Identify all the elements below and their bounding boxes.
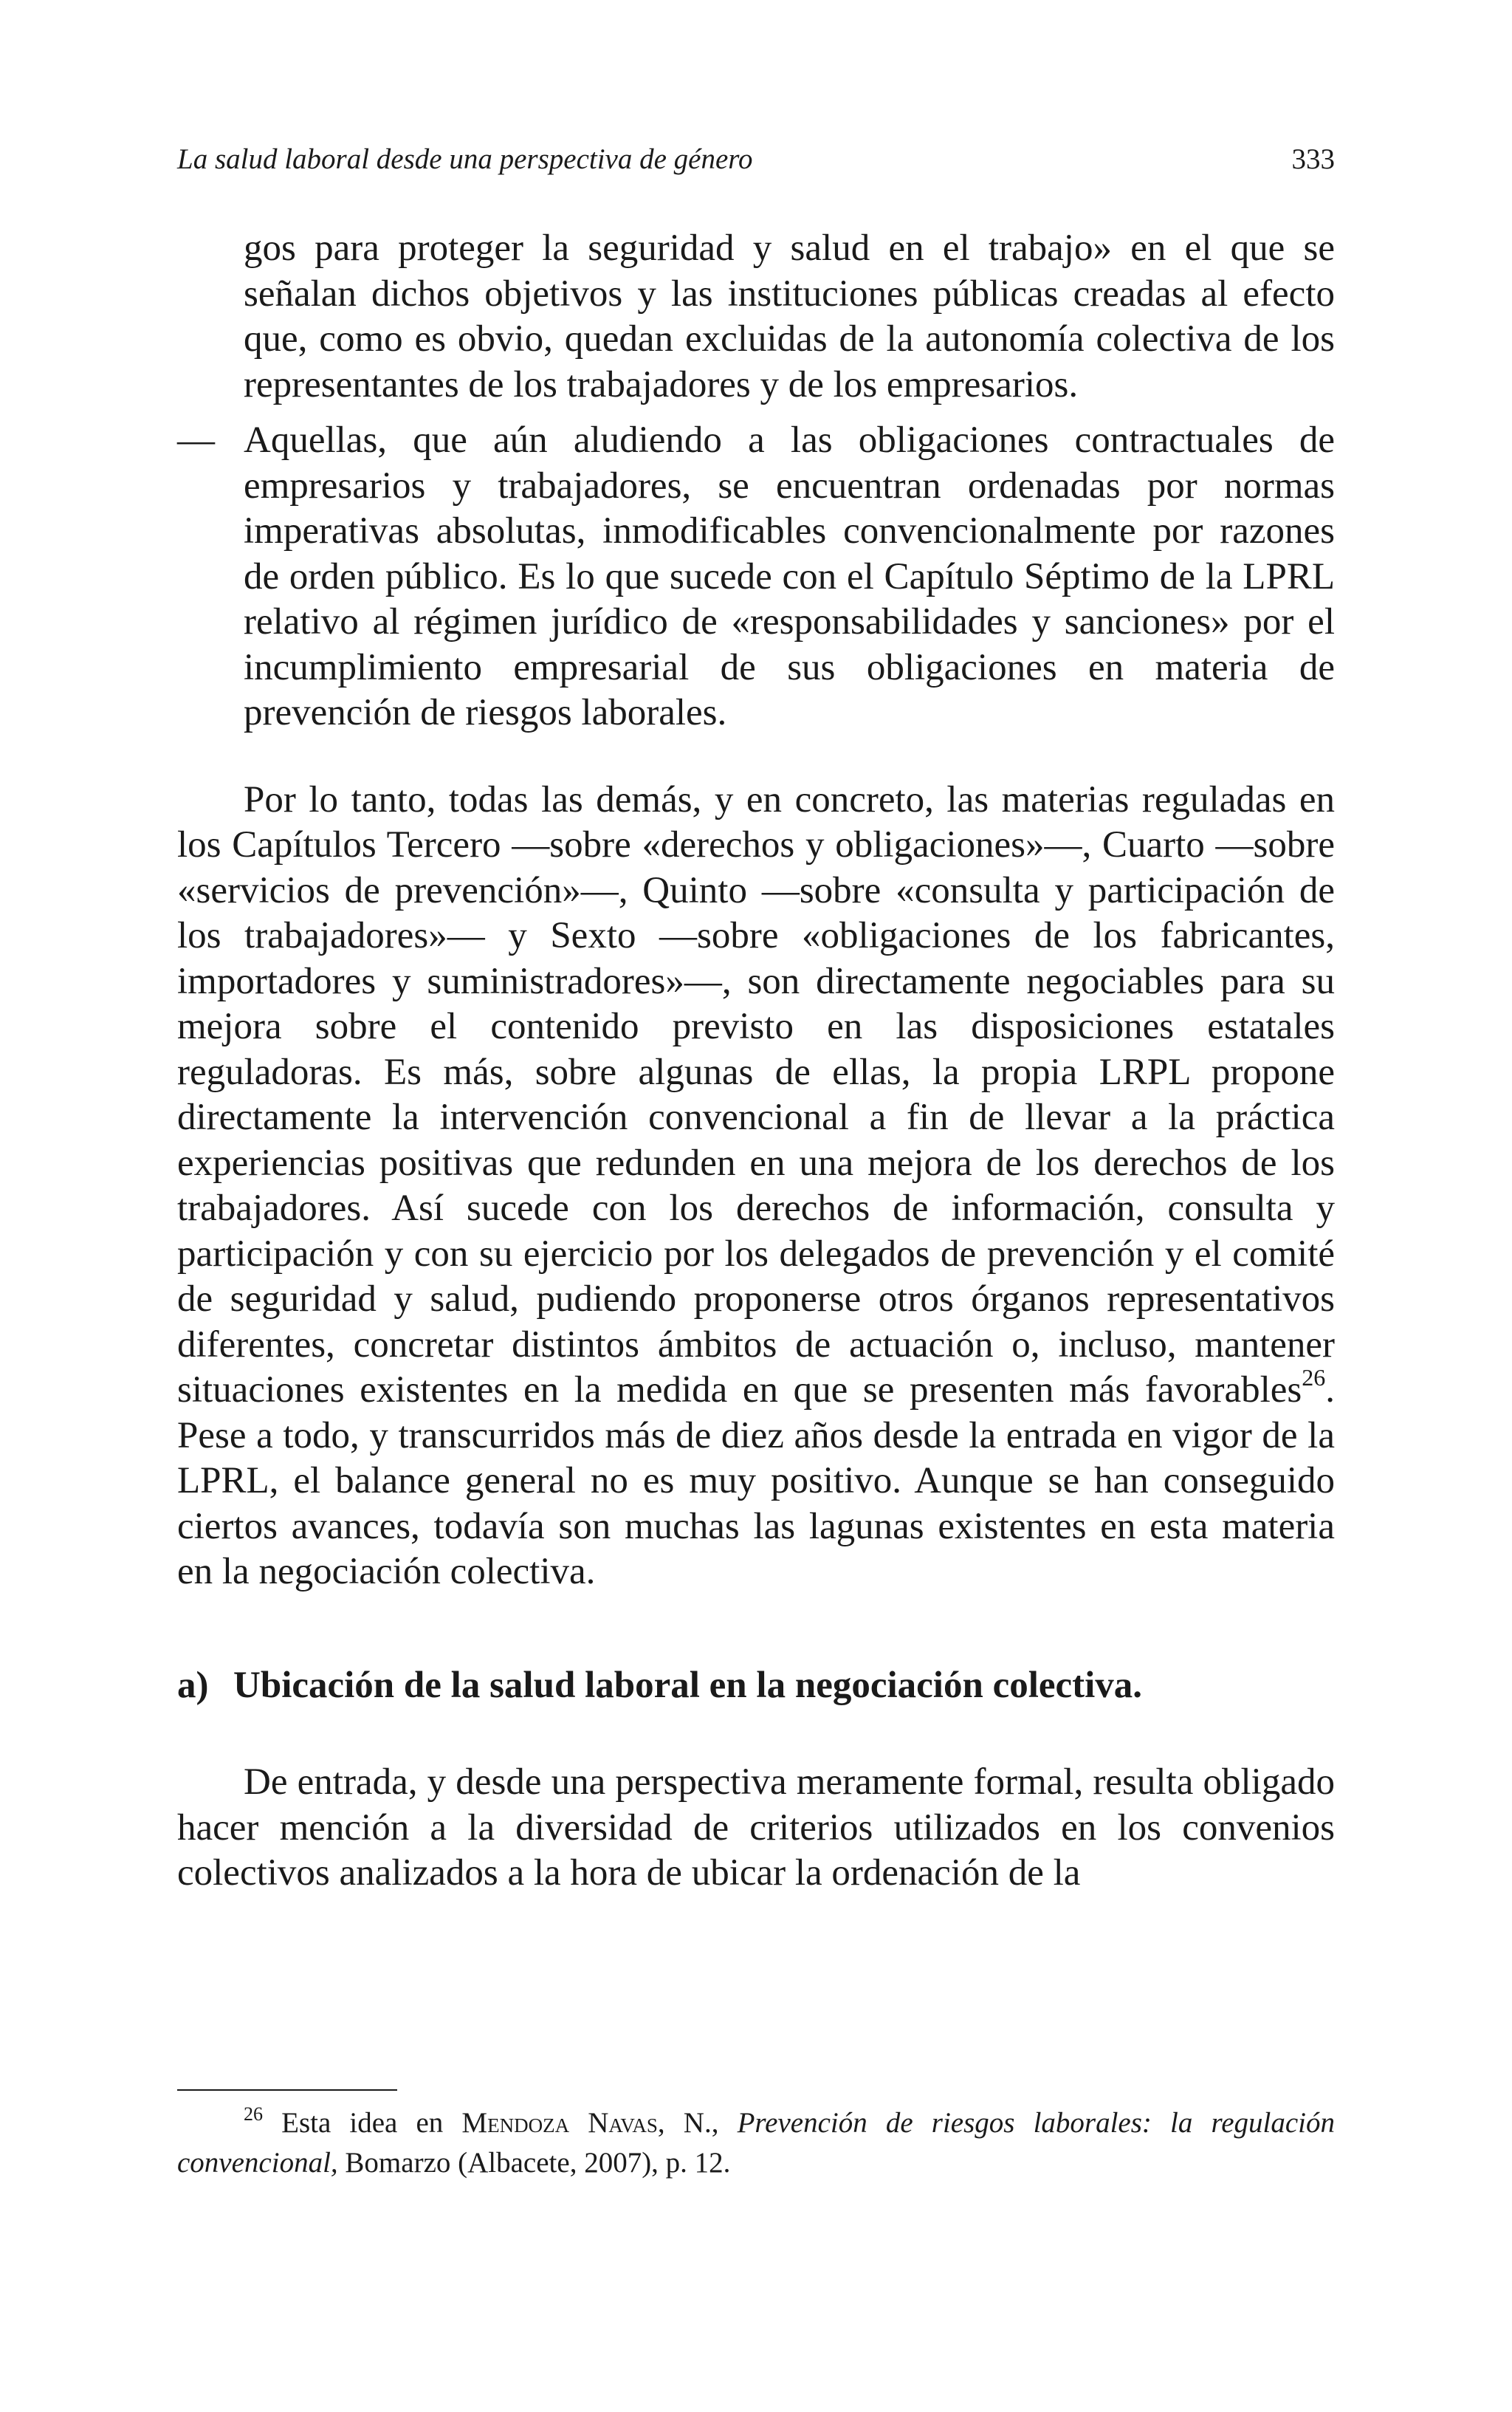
footnote-prefix: Esta idea en	[281, 2107, 444, 2139]
running-title: La salud laboral desde una perspectiva de género	[177, 143, 753, 175]
main-text	[177, 226, 1335, 1897]
paragraph-text-continued: . Pese a todo, y transcurridos más de diez años desde la entrada en vigor de la LPRL, el balance general no es muy positivo. Aunque se han conseguido ciertos avances, todavía son muchas las lagunas existentes en esta materia en la negociación colectiva.	[177, 1369, 1335, 1592]
list-item-continuation: gos para proteger la seguridad y salud en el trabajo» en el que se señalan dichos objetivos y las instituciones públicas creadas al efecto que, como es obvio, quedan excluidas de la autonomía colectiva de los representantes de los trabajadores y de los empresarios.	[244, 227, 1335, 405]
body-paragraph: De entrada, y desde una perspectiva meramente formal, resulta obligado hacer mención a la diversidad de criterios utilizados en los convenios colectivos analizados a la hora de ubicar la ordenación de la	[177, 1761, 1335, 1894]
paragraph-text: Por lo tanto, todas las demás, y en concreto, las materias reguladas en los Capítulos Tercero —sobre «derechos y obligaciones»—, Cuarto —sobre «servicios de prevención»—, Quinto —sobre «consulta y participación de los trabajadores»— y Sexto —sobre «obligaciones de los fabricantes, importadores y suministradores»—, son directamente negociables para su mejora sobre el contenido previsto en las disposiciones estatales reguladoras. Es más, sobre algunas de ellas, la propia LRPL propone directamente la intervención convencional a fin de llevar a la práctica experiencias positivas que redunden en una mejora de los derechos de los trabajadores. Así sucede con los derechos de información, consulta y participación y con su ejercicio por los delegados de prevención y el comité de seguridad y salud, pudiendo proponerse otros órganos representativos diferentes, concretar distintos ámbitos de actuación o, incluso, mantener situaciones existentes en la medida en que se presenten más favorables	[177, 778, 1335, 1411]
footnote-initial: , N.,	[657, 2107, 719, 2139]
em-dash-marker: —	[177, 419, 215, 461]
body-paragraph	[177, 778, 1335, 1595]
list-item	[177, 418, 1335, 736]
footnote-author: Mendoza Navas	[461, 2107, 658, 2139]
footnote-publisher: Bomarzo (Albacete, 2007), p. 12.	[345, 2147, 731, 2179]
list-item-text: Aquellas, que aún aludiendo a las obligaciones contractuales de empresarios y trabajadores, se encuentran ordenadas por normas imperativas absolutas, inmodificables convencionalmente por razones de orden público. Es lo que sucede con el Capítulo Séptimo de la LPRL relativo al régimen jurídico de «responsabilidades y sanciones» por el incumplimiento empresarial de sus obligaciones en materia de prevención de riesgos laborales.	[244, 419, 1335, 733]
section-number: a)	[177, 1664, 209, 1706]
section-title: Ubicación de la salud laboral en la negociación colectiva.	[233, 1664, 1143, 1706]
page-number: 333	[1291, 143, 1335, 175]
footnote-number: 26	[244, 2103, 263, 2125]
footnote-title: Prevención de riesgos laborales: la regulación convencional,	[177, 2107, 1336, 2179]
running-header	[177, 137, 1335, 182]
footnote-reference: 26	[1302, 1364, 1326, 1391]
footnote-separator	[177, 2089, 397, 2091]
footnote	[177, 2103, 1335, 2183]
section-heading	[177, 1663, 1335, 1709]
